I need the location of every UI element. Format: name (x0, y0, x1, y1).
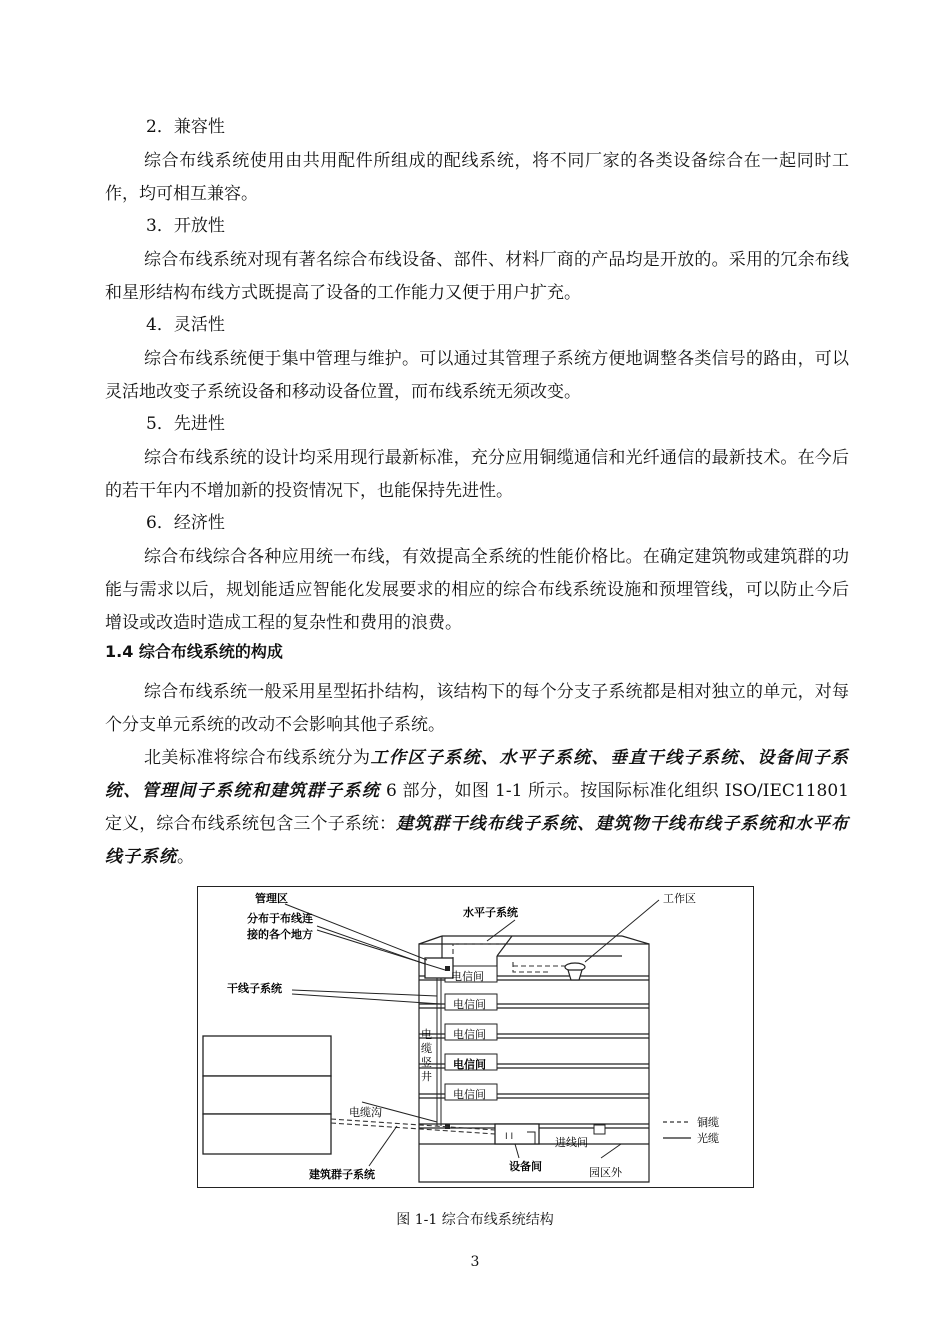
heading-economy: 6．经济性 (146, 513, 225, 533)
text-segment: 6 部分，如图 1-1 所示。按国际标准化组织 ISO/IEC11801 定义，综合布线系统包含三个子系统： (105, 781, 850, 834)
label-telecom-2: 电信间 (453, 998, 486, 1011)
label-cable-trench: 电缆沟 (349, 1106, 382, 1119)
entrance-room-box (594, 1125, 605, 1134)
emphasis-iso-subsystems: 建筑群干线布线子系统、建筑物干线布线子系统和水平布线子系统 (105, 814, 850, 867)
label-shaft-3: 竖 (421, 1056, 432, 1069)
paragraph-flexibility: 综合布线系统便于集中管理与维护。可以通过其管理子系统方便地调整各类信号的路由，可以灵活地改变子系统设备和移动设备位置，而布线系统无须改变。 (105, 349, 849, 402)
label-entrance-room: 进线间 (555, 1136, 588, 1149)
paragraph-openness: 综合布线系统对现有著名综合布线设备、部件、材料厂商的产品均是开放的。采用的冗余布线和星形结构布线方式既提高了设备的工作能力又便于用户扩充。 (105, 250, 849, 303)
heading-flexibility: 4．灵活性 (146, 315, 225, 335)
heading-openness: 3．开放性 (146, 216, 225, 236)
label-campus: 建筑群子系统 (309, 1168, 375, 1181)
paragraph-economy: 综合布线综合各种应用统一布线，有效提高全系统的性能价格比。在确定建筑物或建筑群的功能与需求以后，规划能适应智能化发展要求的相应的综合布线系统设施和预埋管线，可以防止今后增设或改造时造成工程的复杂性和费用的浪费。 (105, 547, 849, 633)
equipment-rack-mark: I I (505, 1132, 514, 1142)
campus-building (203, 1036, 331, 1154)
label-distributed-2: 接的各个地方 (247, 928, 313, 941)
label-horizontal: 水平子系统 (463, 906, 518, 919)
emphasis-north-american-subsystems: 工作区子系统、水平子系统、垂直干线子系统、设备间子系统、管理间子系统和建筑群子系统 (105, 748, 850, 801)
legend-fiber-label: 光缆 (697, 1132, 719, 1145)
section-title-1-4: 1.4 综合布线系统的构成 (105, 642, 283, 661)
paragraph-compatibility: 综合布线系统使用由共用配件所组成的配线系统，将不同厂家的各类设备综合在一起同时工作，均可相互兼容。 (105, 151, 849, 204)
patch-panel (445, 966, 450, 971)
equipment-room-box (495, 1124, 539, 1144)
page-number: 3 (470, 1254, 480, 1270)
paragraph-subsystems (105, 742, 849, 874)
label-distributed-1: 分布于布线连 (247, 912, 313, 925)
legend-copper-label: 铜缆 (697, 1116, 719, 1129)
label-backbone: 干线子系统 (227, 982, 282, 995)
label-equipment-room: 设备间 (509, 1160, 542, 1173)
label-telecom-3: 电信间 (453, 1028, 486, 1041)
label-outside-campus: 园区外 (589, 1166, 622, 1179)
label-shaft-4: 井 (421, 1070, 432, 1083)
paragraph-advancement: 综合布线系统的设计均采用现行最新标准，充分应用铜缆通信和光纤通信的最新技术。在今后的若干年内不增加新的投资情况下，也能保持先进性。 (105, 448, 849, 501)
paragraph-topology: 综合布线系统一般采用星型拓扑结构，该结构下的每个分支子系统都是相对独立的单元，对每个分支单元系统的改动不会影响其他子系统。 (105, 682, 849, 735)
text-segment: 。 (177, 847, 194, 867)
heading-compatibility: 2．兼容性 (146, 117, 225, 137)
text-segment: 北美标准将综合布线系统分为 (144, 748, 371, 768)
label-shaft-2: 缆 (421, 1042, 432, 1055)
figure-caption: 图 1-1 综合布线系统结构 (396, 1212, 554, 1228)
label-telecom-5: 电信间 (453, 1088, 486, 1101)
figure-cabling-structure (197, 886, 754, 1188)
label-management: 管理区 (255, 892, 288, 905)
cabling-diagram (197, 886, 754, 1188)
heading-advancement: 5．先进性 (146, 414, 225, 434)
label-telecom-1: 电信间 (451, 970, 484, 983)
label-telecom-4: 电信间 (453, 1058, 486, 1071)
label-work-area: 工作区 (663, 892, 696, 905)
label-shaft-1: 电 (421, 1028, 432, 1041)
